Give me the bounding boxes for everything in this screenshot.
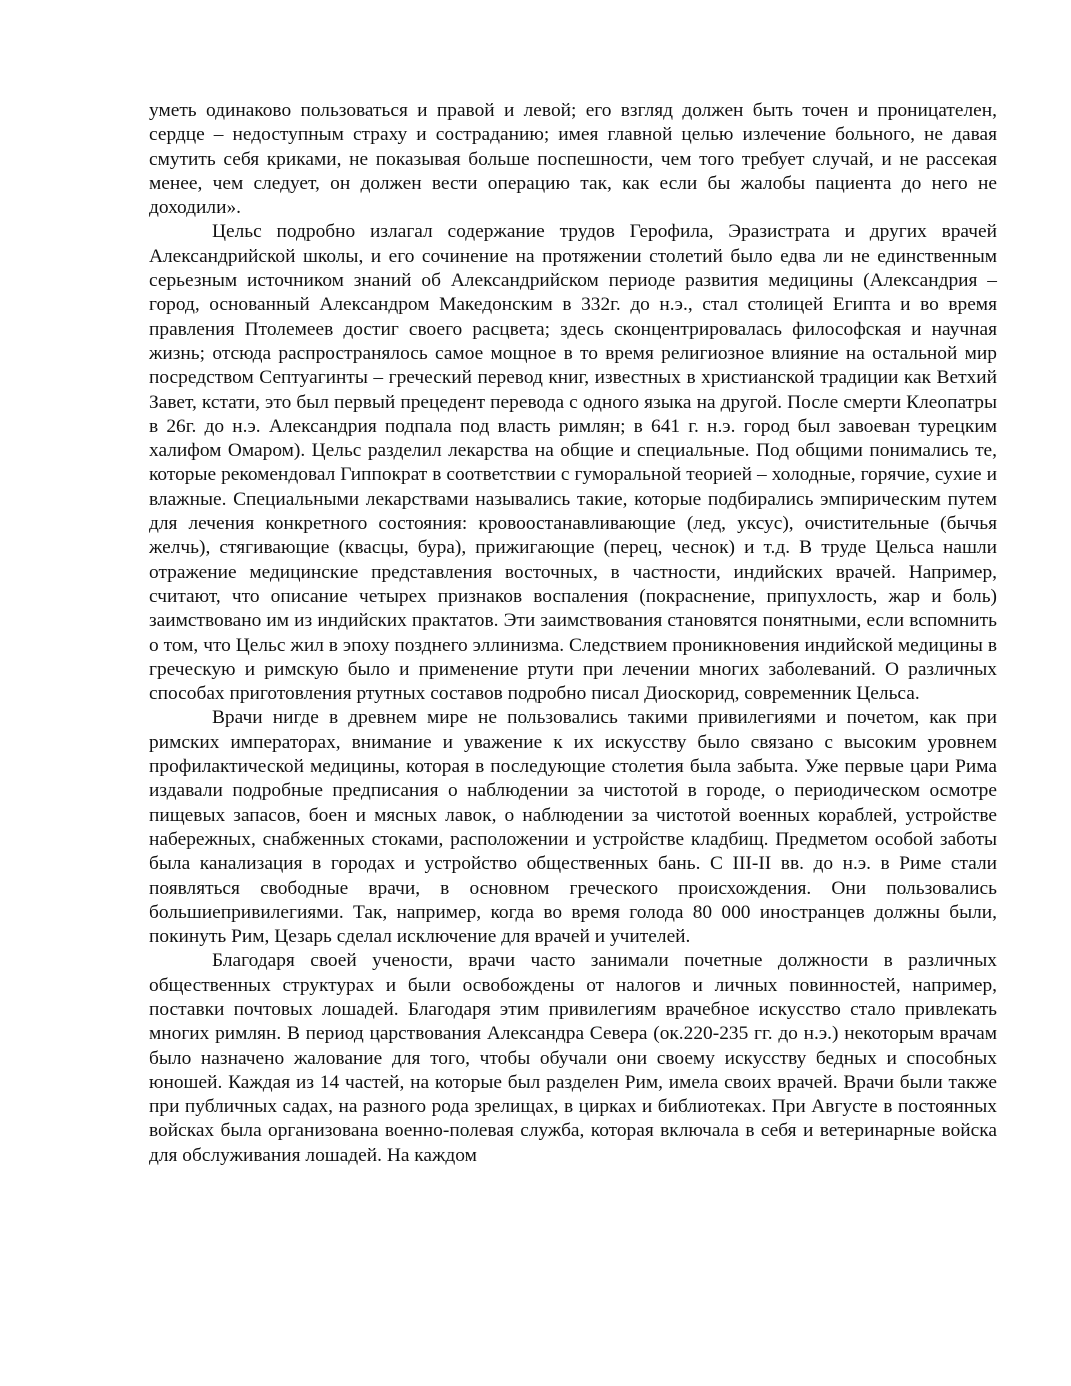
paragraph-2: Цельс подробно излагал содержание трудов Герофила, Эразистрата и других врачей Александрийской школы, и его сочинение на протяжении столетий было едва ли не единственным серьезным источником знаний об Александрийском периоде развития медицины (Александрия – город, основанный Александром Македонским в 332г. до н.э., стал столицей Египта и во время правления Птолемеев достиг своего расцвета; здесь сконцентрировалась философская и научная жизнь; отсюда распространялось самое мощное в то время религиозное влияние на остальной мир посредством Септуагинты – греческий перевод книг, известных в христианской традиции как Ветхий Завет, кстати, это был первый прецедент перевода с одного языка на другой. После смерти Клеопатры в 26г. до н.э. Александрия подпала под власть римлян; в 641 г. н.э. город был завоеван турецким халифом Омаром). Цельс разделил лекарства на общие и специальные. Под общими понимались те, которые рекомендовал Гиппократ в соответствии с гуморальной теорией – холодные, горячие, сухие и влажные. Специальными лекарствами назывались такие, которые подбирались эмпирическим путем для лечения конкретного состояния: кровоостанавливающие (лед, уксус), очистительные (бычья желчь), стягивающие (квасцы, бура), прижигающие (перец, чеснок) и т.д. В труде Цельса нашли отражение медицинские представления восточных, в частности, индийских врачей. Например, считают, что описание четырех признаков воспаления (покраснение, припухлость, жар и боль) заимствовано им из индийских практатов. Эти заимствования становятся понятными, если вспомнить о том, что Цельс жил в эпоху позднего эллинизма. Следствием проникновения индийской медицины в греческую и римскую было и применение ртути при лечении многих заболеваний. О различных способах приготовления ртутных составов подробно писал Диоскорид, современник Цельса. [149,221,997,705]
paragraph-4: Благодаря своей учености, врачи часто занимали почетные должности в различных общественных структурах и были освобождены от налогов и личных повинностей, например, поставки почтовых лошадей. Благодаря этим привилегиям врачебное искусство стало привлекать многих римлян. В период царствования Александра Севера (ок.220-235 гг. до н.э.) некоторым врачам было назначено жалование для того, чтобы обучали они своему искусству бедных и способных юношей. Каждая из 14 частей, на которые был разделен Рим, имела своих врачей. Врачи были также при публичных садах, на разного рода зрелищах, в цирках и библиотеках. При Августе в постоянных войсках была организована военно-полевая служба, которая включала в себя и ветеринарные войска для обслуживания лошадей. На каждом [149,950,997,1166]
paragraph-1: уметь одинаково пользоваться и правой и левой; его взгляд должен быть точен и проницателен, сердце – недоступным страху и состраданию; имея главной целью излечение больного, не давая смутить себя криками, не показывая больше поспешности, чем того требует случай, и не рассекая менее, чем следует, он должен вести операцию так, как если бы жалобы пациента до него не доходили». [149,100,997,219]
paragraph-3: Врачи нигде в древнем мире не пользовались такими привилегиями и почетом, как при римских императорах, внимание и уважение к их искусству было связано с высоким уровнем профилактической медицины, которая в последующие столетия была забыта. Уже первые цари Рима издавали подробные предписания о наблюдении за чистотой в городе, о периодическом осмотре пищевых запасов, боен и мясных лавок, о наблюдении за чистотой военных кораблей, устройстве набережных, снабженных стоками, расположении и устройстве кладбищ. Предметом особой заботы была канализация в городах и устройство общественных бань. С III-II вв. до н.э. в Риме стали появляться свободные врачи, в основном греческого происхождения. Они пользовались большиепривилегиями. Так, например, когда во время голода 80 000 иностранцев должны были, покинуть Рим, Цезарь сделал исключение для врачей и учителей. [149,707,997,948]
document-page [149,99,997,1168]
